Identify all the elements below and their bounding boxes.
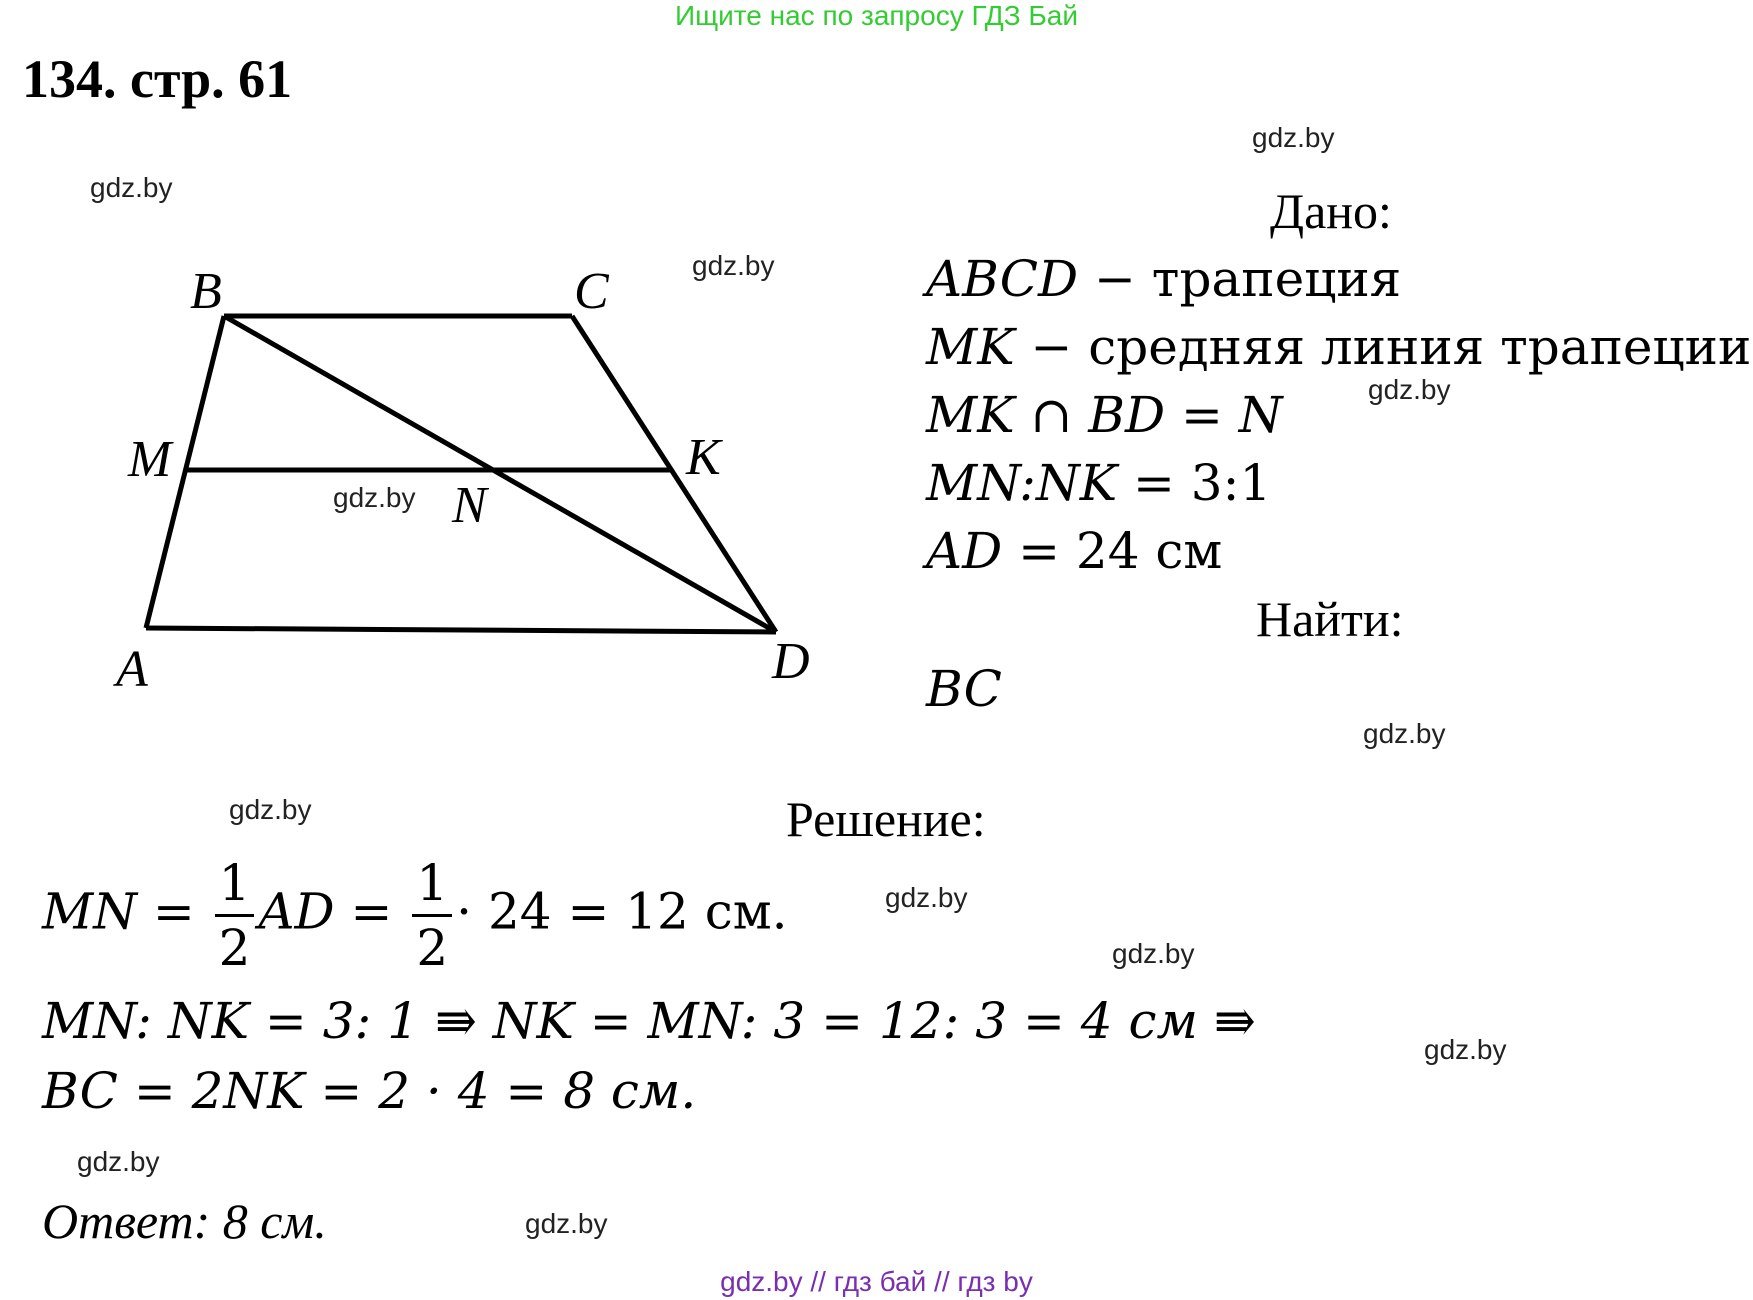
given-math: ABCD — [926, 250, 1079, 308]
given-math: AD — [926, 522, 1003, 580]
given-line — [926, 250, 1401, 308]
find-heading: Найти: — [1256, 591, 1404, 647]
watermark: gdz.by — [1368, 374, 1451, 405]
given-heading: Дано: — [1270, 183, 1392, 239]
watermark: gdz.by — [692, 250, 775, 281]
given-math: MN:NK — [926, 454, 1118, 512]
fraction — [412, 854, 452, 977]
solution-line-3: BC = 2NK = 2 · 4 = 8 см. — [42, 1062, 697, 1120]
solution-text: = — [334, 882, 409, 941]
given-text: = 24 см — [1002, 522, 1223, 580]
solution-text: · 24 = 12 см. — [456, 882, 788, 941]
watermark: gdz.by — [77, 1146, 160, 1177]
page-title: 134. стр. 61 — [22, 49, 293, 109]
search-banner: Ищите нас по запросу ГДЗ Бай — [674, 0, 1079, 31]
trapezoid-figure — [0, 0, 900, 720]
fraction-numerator: 1 — [215, 858, 255, 917]
watermark: gdz.by — [1363, 718, 1446, 749]
point-label-a: A — [116, 641, 148, 698]
base-ad — [146, 628, 776, 632]
point-label-c: C — [574, 263, 609, 320]
watermark: gdz.by — [229, 794, 312, 825]
given-math: MK — [926, 318, 1015, 376]
watermark: gdz.by — [1252, 122, 1335, 153]
fraction-denominator: 2 — [416, 919, 449, 977]
point-label-m: M — [128, 431, 172, 488]
footer-links: gdz.by // гдз бай // гдз by — [720, 1266, 1033, 1297]
point-label-n: N — [452, 477, 487, 534]
find-value — [926, 660, 1002, 718]
watermark: gdz.by — [525, 1208, 608, 1239]
given-line — [926, 386, 1283, 444]
find-math: BC — [926, 660, 1002, 718]
fraction-denominator: 2 — [218, 919, 251, 977]
given-text: − средняя линия трапеции — [1014, 318, 1752, 376]
fraction — [215, 854, 255, 977]
point-label-b: B — [190, 263, 222, 320]
watermark: gdz.by — [1424, 1034, 1507, 1065]
point-label-d: D — [772, 633, 810, 690]
watermark: gdz.by — [885, 882, 968, 913]
solution-text: = — [136, 882, 211, 941]
solution-heading: Решение: — [786, 791, 986, 847]
given-line — [926, 454, 1271, 512]
side-cd — [572, 316, 776, 632]
point-label-k: K — [686, 429, 721, 486]
solution-line-1 — [42, 854, 788, 977]
given-line — [926, 318, 1751, 376]
solution-math: AD — [258, 882, 335, 941]
given-math: MK ∩ BD = N — [926, 386, 1283, 444]
given-text: = 3:1 — [1117, 454, 1272, 512]
answer: Ответ: 8 см. — [42, 1193, 327, 1249]
given-line — [926, 522, 1222, 580]
watermark: gdz.by — [90, 172, 173, 203]
fraction-numerator: 1 — [412, 858, 452, 917]
given-text: − трапеция — [1078, 250, 1402, 308]
watermark: gdz.by — [333, 482, 416, 513]
solution-math: MN — [42, 882, 137, 941]
solution-line-2: MN: NK = 3: 1 ⇛ NK = MN: 3 = 12: 3 = 4 см ⇛ — [42, 992, 1256, 1050]
watermark: gdz.by — [1112, 938, 1195, 969]
